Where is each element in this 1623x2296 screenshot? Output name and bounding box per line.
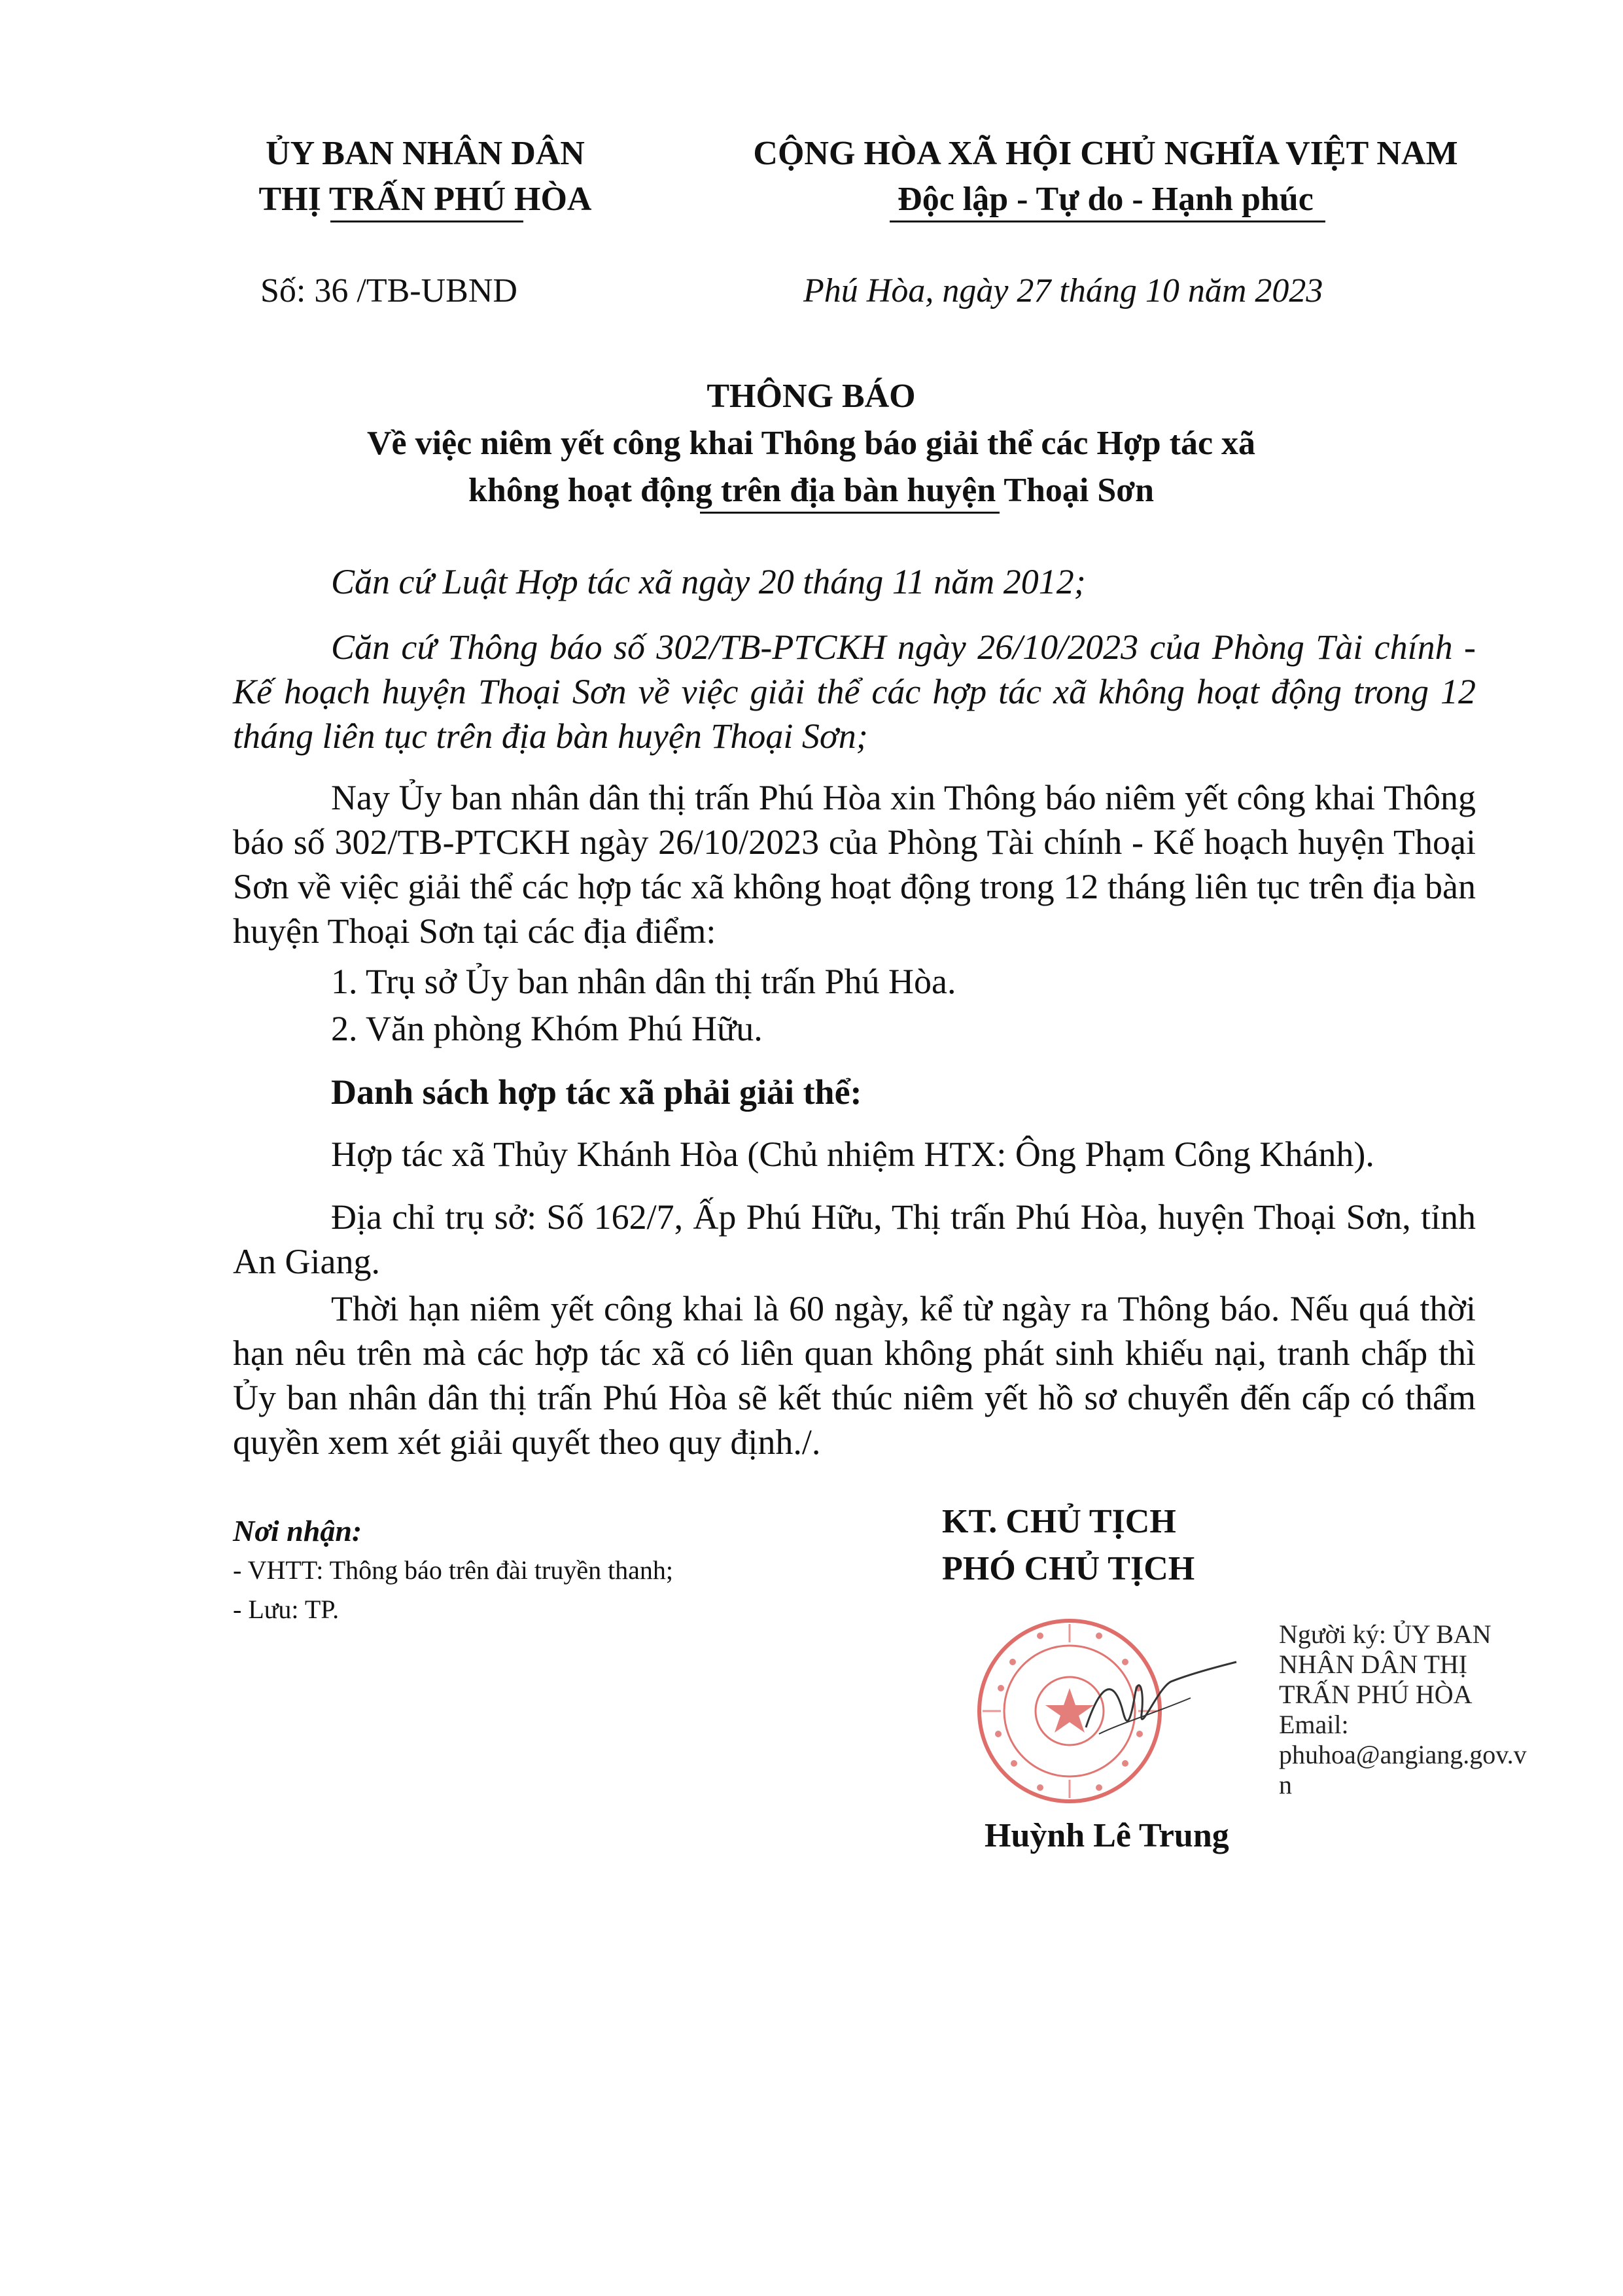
signer-name: Huỳnh Lê Trung: [985, 1817, 1229, 1854]
org-line-2: THỊ TRẤN PHÚ HÒA: [258, 181, 592, 218]
document-number: Số: 36 /TB-UBND: [260, 272, 517, 309]
recipients: [233, 1511, 887, 1629]
digital-signature-info: [1279, 1619, 1560, 1800]
cooperative-name: Hợp tác xã Thủy Khánh Hòa (Chủ nhiệm HTX: Ông Phạm Công Khánh).: [331, 1135, 1374, 1174]
signature-block: [942, 1498, 1348, 1593]
title-line-3: không hoạt động trên địa bàn huyện Thoại Sơn: [468, 472, 1155, 509]
digital-sig-line-2: NHÂN DÂN THỊ: [1279, 1650, 1468, 1679]
digital-sig-line-6: n: [1279, 1770, 1292, 1799]
main-paragraph: Nay Ủy ban nhân dân thị trấn Phú Hòa xin Thông báo niêm yết công khai Thông báo số 302/TB-PTCKH ngày 26/10/2023 của Phòng Tài chính - Kế hoạch huyện Thoại Sơn về việc giải thể các hợp tác xã không hoạt động trong 12 tháng liên tục trên địa bàn huyện Thoại Sơn tại các địa điểm:: [233, 778, 1476, 951]
posting-duration: Thời hạn niêm yết công khai là 60 ngày, kể từ ngày ra Thông báo. Nếu quá thời hạn nêu trên mà các hợp tác xã có liên quan không phát sinh khiếu nại, tranh chấp thì Ủy ban nhân dân thị trấn Phú Hòa sẽ kết thúc niêm yết hồ sơ chuyển đến cấp có thẩm quyền xem xét giải quyết theo quy định./.: [233, 1289, 1476, 1462]
recipient-item: - Lưu: TP.: [233, 1595, 340, 1624]
legal-basis-2: Căn cứ Thông báo số 302/TB-PTCKH ngày 26/10/2023 của Phòng Tài chính - Kế hoạch huyện Thoại Sơn về việc giải thể các hợp tác xã không hoạt động trong 12 tháng liên tục trên địa bàn huyện Thoại Sơn;: [233, 627, 1476, 756]
national-motto: [707, 131, 1505, 222]
title-underline: [700, 512, 1000, 514]
document-title: [196, 373, 1426, 514]
motto-underline: [890, 221, 1325, 222]
title-line-2: Về việc niêm yết công khai Thông báo giải thể các Hợp tác xã: [366, 425, 1256, 462]
org-underline: [330, 221, 523, 222]
org-line-1: ỦY BAN NHÂN DÂN: [266, 135, 585, 172]
cooperative-address: Địa chỉ trụ sở: Số 162/7, Ấp Phú Hữu, Thị trấn Phú Hòa, huyện Thoại Sơn, tỉnh An Giang.: [233, 1197, 1476, 1281]
issuing-organization: [177, 131, 674, 222]
nation-line-2: Độc lập - Tự do - Hạnh phúc: [898, 181, 1314, 218]
recipient-item: - VHTT: Thông báo trên đài truyền thanh;: [233, 1555, 674, 1585]
digital-sig-line-1: Người ký: ỦY BAN: [1279, 1619, 1492, 1649]
recipients-heading: Nơi nhận:: [233, 1514, 362, 1547]
legal-basis-1: Căn cứ Luật Hợp tác xã ngày 20 tháng 11 năm 2012;: [331, 562, 1086, 601]
title-line-1: THÔNG BÁO: [707, 378, 916, 415]
list-heading: Danh sách hợp tác xã phải giải thể:: [331, 1072, 862, 1112]
place-and-date: Phú Hòa, ngày 27 tháng 10 năm 2023: [803, 272, 1323, 309]
handwritten-signature-icon: [1060, 1649, 1243, 1767]
digital-sig-line-4: Email:: [1279, 1710, 1349, 1739]
signer-title-2: PHÓ CHỦ TỊCH: [942, 1550, 1195, 1587]
signer-title-1: KT. CHỦ TỊCH: [942, 1503, 1176, 1540]
location-item-1: 1. Trụ sở Ủy ban nhân dân thị trấn Phú Hòa.: [331, 962, 956, 1001]
digital-sig-line-3: TRẤN PHÚ HÒA: [1279, 1680, 1473, 1709]
location-item-2: 2. Văn phòng Khóm Phú Hữu.: [331, 1009, 763, 1048]
nation-line-1: CỘNG HÒA XÃ HỘI CHỦ NGHĨA VIỆT NAM: [753, 135, 1458, 172]
digital-sig-email: phuhoa@angiang.gov.v: [1279, 1740, 1527, 1769]
